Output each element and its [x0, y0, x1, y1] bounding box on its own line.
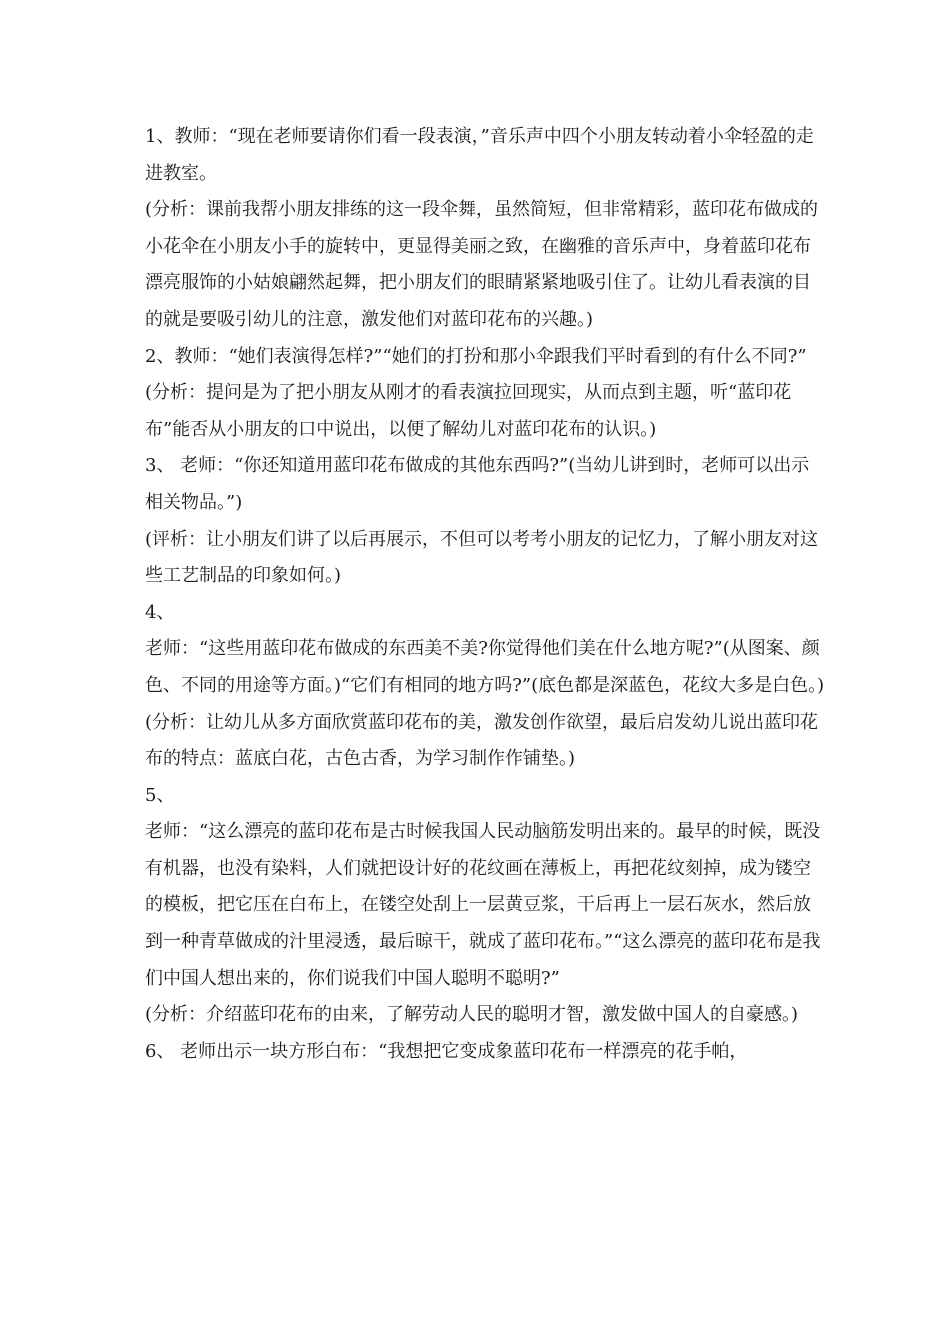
document-body	[145, 119, 825, 1070]
paragraph-analysis-4: (分析：让幼儿从多方面欣赏蓝印花布的美，激发创作欲望，最后启发幼儿说出蓝印花布的特点：蓝底白花，古色古香，为学习制作作铺垫。)	[145, 711, 819, 770]
paragraph-analysis-3: (评析：让小朋友们讲了以后再展示，不但可以考考小朋友的记忆力，了解小朋友对这些工艺制品的印象如何。)	[145, 528, 819, 587]
paragraph-analysis-5: (分析：介绍蓝印花布的由来，了解劳动人民的聪明才智，激发做中国人的自豪感。)	[145, 1004, 799, 1026]
paragraph-step-4: 老师：“这些用蓝印花布做成的东西美不美?你觉得他们美在什么地方呢?”(从图案、颜色、不同的用途等方面。)“它们有相同的地方吗?”(底色都是深蓝色，花纹大多是白色。)	[145, 638, 825, 696]
paragraph-step-4-number: 4、	[145, 601, 175, 623]
paragraph-step-3: 3、 老师：“你还知道用蓝印花布做成的其他东西吗?”(当幼儿讲到时，老师可以出示相关物品。”)	[145, 455, 810, 513]
paragraph-step-6: 6、 老师出示一块方形白布：“我想把它变成象蓝印花布一样漂亮的花手帕，	[145, 1040, 748, 1062]
paragraph-step-5-number: 5、	[145, 784, 175, 806]
paragraph-analysis-1: (分析：课前我帮小朋友排练的这一段伞舞，虽然简短，但非常精彩，蓝印花布做成的小花伞在小朋友小手的旋转中，更显得美丽之致，在幽雅的音乐声中，身着蓝印花布漂亮服饰的小姑娘翩然起舞，把小朋友们的眼睛紧紧地吸引住了。让幼儿看表演的目的就是要吸引幼儿的注意，激发他们对蓝印花布的兴趣。)	[145, 199, 819, 330]
paragraph-step-5: 老师：“这么漂亮的蓝印花布是古时候我国人民动脑筋发明出来的。最早的时候，既没有机器，也没有染料，人们就把设计好的花纹画在薄板上，再把花纹刻掉，成为镂空的模板，把它压在白布上，在镂空处刮上一层黄豆浆，干后再上一层石灰水，然后放到一种青草做成的汁里浸透，最后晾干，就成了蓝印花布。”“这么漂亮的蓝印花布是我们中国人想出来的，你们说我们中国人聪明不聪明?”	[145, 821, 821, 989]
paragraph-step-2: 2、教师：“她们表演得怎样?”“她们的打扮和那小伞跟我们平时看到的有什么不同?”	[145, 345, 807, 367]
paragraph-step-1: 1、教师：“现在老师要请你们看一段表演，”音乐声中四个小朋友转动着小伞轻盈的走进教室。	[145, 126, 814, 184]
paragraph-analysis-2: (分析：提问是为了把小朋友从刚才的看表演拉回现实，从而点到主题，听“蓝印花布”能否从小朋友的口中说出，以便了解幼儿对蓝印花布的认识。)	[145, 382, 792, 440]
